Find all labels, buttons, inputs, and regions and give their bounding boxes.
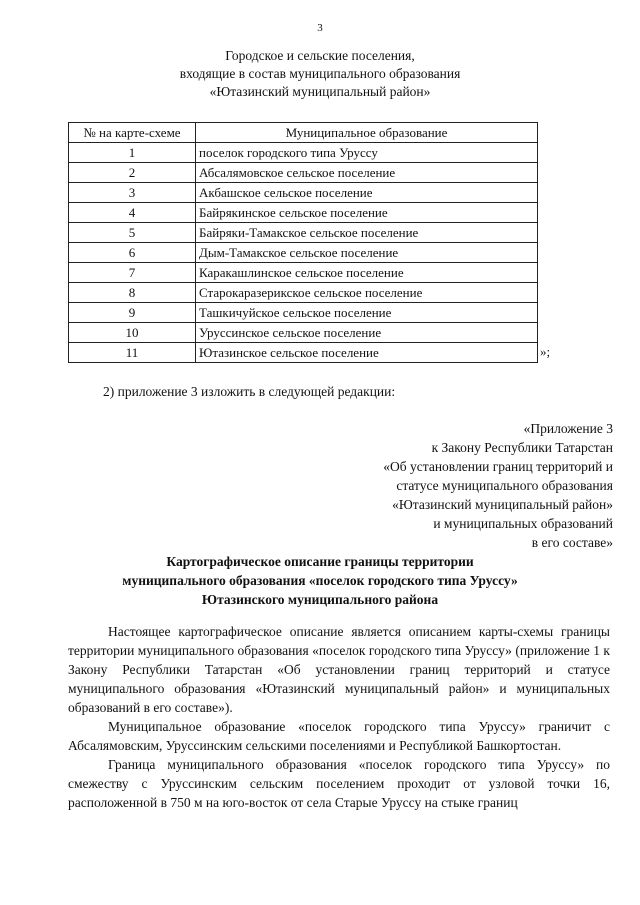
- row-number: 8: [69, 283, 196, 303]
- row-number: 6: [69, 243, 196, 263]
- row-number: 4: [69, 203, 196, 223]
- heading-line: «Ютазинский муниципальный район»: [209, 84, 431, 99]
- row-number: 1: [69, 143, 196, 163]
- appendix-line: «Приложение 3: [523, 421, 613, 436]
- row-municipality: Дым-Тамакское сельское поселение: [196, 243, 538, 263]
- paragraph: Граница муниципального образования «поселок городского типа Уруссу» по смежеству с Уруссинским сельским поселением проходит от узловой точки 16, расположенной в 750 м на юго-восток от села Старые Уруссу на стыке границ: [68, 757, 610, 810]
- row-municipality: Ташкичуйское сельское поселение: [196, 303, 538, 323]
- table-row: [69, 343, 538, 363]
- row-municipality: Абсалямовское сельское поселение: [196, 163, 538, 183]
- row-municipality: Акбашское сельское поселение: [196, 183, 538, 203]
- row-municipality: Старокаразерикское сельское поселение: [196, 283, 538, 303]
- table-row: [69, 223, 538, 243]
- row-municipality: Уруссинское сельское поселение: [196, 323, 538, 343]
- appendix-line: к Закону Республики Татарстан: [431, 440, 613, 455]
- table-row: [69, 203, 538, 223]
- column-header-map-number: № на карте-схеме: [69, 123, 196, 143]
- title-line: муниципального образования «поселок городского типа Уруссу»: [122, 573, 518, 588]
- row-number: 7: [69, 263, 196, 283]
- column-header-municipality: Муниципальное образование: [196, 123, 538, 143]
- table-row: [69, 163, 538, 183]
- body-text: [68, 622, 610, 812]
- row-number: 5: [69, 223, 196, 243]
- amendment-item: 2) приложение 3 изложить в следующей редакции:: [103, 384, 396, 399]
- settlements-heading: [0, 47, 640, 101]
- document-title: [0, 552, 640, 609]
- row-number: 9: [69, 303, 196, 323]
- row-number: 10: [69, 323, 196, 343]
- paragraph: Настоящее картографическое описание является описанием карты-схемы границы территории муниципального образования «поселок городского типа Уруссу» (приложение 1 к Закону Республики Татарстан «Об установлении границ территорий и статусе муниципального образования «Ютазинский муниципальный район» и муниципальных образований в его составе»).: [68, 624, 610, 715]
- row-number: 3: [69, 183, 196, 203]
- table-closing-quote: »;: [540, 344, 551, 359]
- row-number: 2: [69, 163, 196, 183]
- appendix-line: «Ютазинский муниципальный район»: [392, 497, 613, 512]
- table-row: [69, 143, 538, 163]
- table-row: [69, 303, 538, 323]
- appendix-line: и муниципальных образований: [433, 516, 613, 531]
- row-municipality: Каракашлинское сельское поселение: [196, 263, 538, 283]
- title-line: Картографическое описание границы территории: [166, 554, 474, 569]
- row-number: 11: [69, 343, 196, 363]
- appendix-reference: [293, 419, 613, 552]
- row-municipality: Байрякинское сельское поселение: [196, 203, 538, 223]
- table-row: [69, 283, 538, 303]
- paragraph: Муниципальное образование «поселок городского типа Уруссу» граничит с Абсалямовским, Уруссинским сельскими поселениями и Республикой Башкортостан.: [68, 719, 610, 753]
- table-row: [69, 263, 538, 283]
- table-header-row: [69, 123, 538, 143]
- page-number: 3: [317, 22, 323, 34]
- table-row: [69, 323, 538, 343]
- table-row: [69, 183, 538, 203]
- row-municipality: поселок городского типа Уруссу: [196, 143, 538, 163]
- heading-line: Городское и сельские поселения,: [225, 48, 415, 63]
- heading-line: входящие в состав муниципального образования: [179, 66, 461, 81]
- appendix-line: статусе муниципального образования: [396, 478, 613, 493]
- title-line: Ютазинского муниципального района: [201, 592, 439, 607]
- appendix-line: «Об установлении границ территорий и: [383, 459, 613, 474]
- row-municipality: Ютазинское сельское поселение: [196, 343, 538, 363]
- row-municipality: Байряки-Тамакское сельское поселение: [196, 223, 538, 243]
- appendix-line: в его составе»: [531, 535, 613, 550]
- settlements-table: [68, 122, 538, 363]
- table-row: [69, 243, 538, 263]
